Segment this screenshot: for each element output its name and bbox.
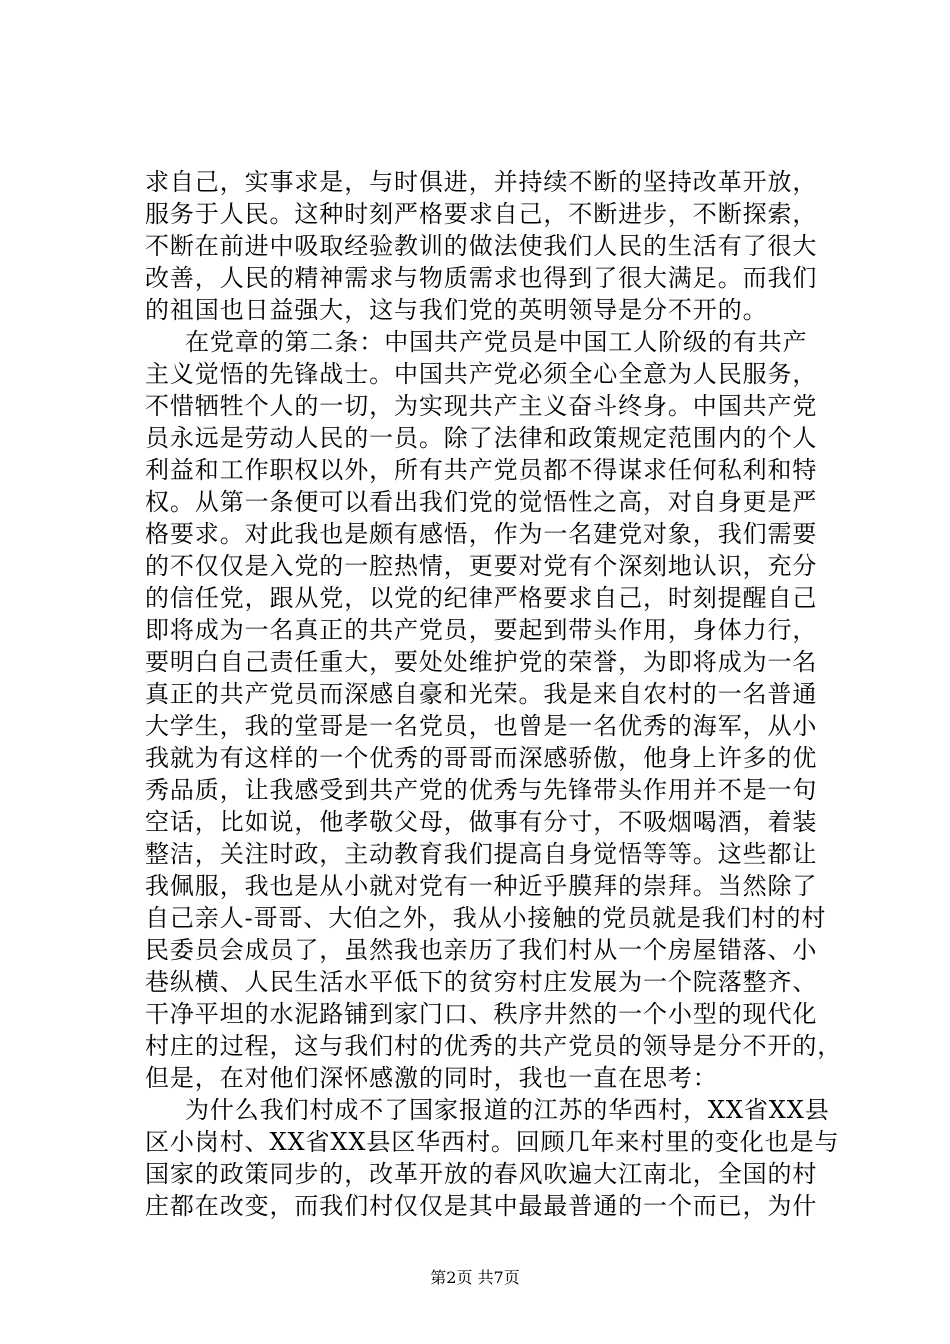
text-line: 空话，比如说，他孝敬父母，做事有分寸，不吸烟喝酒，着装 bbox=[145, 808, 818, 836]
text-line: 的祖国也日益强大，这与我们党的英明领导是分不开的。 bbox=[145, 296, 768, 324]
text-line: 不断在前进中吸取经验教训的做法使我们人民的生活有了很大 bbox=[145, 232, 818, 260]
paragraph-start-line: 在党章的第二条：中国共产党员是中国工人阶级的有共产 bbox=[185, 328, 808, 356]
body-text bbox=[145, 166, 843, 1222]
text-line: 的不仅仅是入党的一腔热情，更要对党有个深刻地认识，充分 bbox=[145, 552, 818, 580]
text-line: 格要求。对此我也是颇有感悟，作为一名建党对象，我们需要 bbox=[145, 520, 818, 548]
text-line: 的信任党，跟从党，以党的纪律严格要求自己，时刻提醒自己 bbox=[145, 584, 818, 612]
text-line: 不惜牺牲个人的一切，为实现共产主义奋斗终身。中国共产党 bbox=[145, 392, 818, 420]
text-line: 我佩服，我也是从小就对党有一种近乎膜拜的崇拜。当然除了 bbox=[145, 872, 818, 900]
text-line: 改善，人民的精神需求与物质需求也得到了很大满足。而我们 bbox=[145, 264, 818, 292]
text-line: 服务于人民。这种时刻严格要求自己，不断进步，不断探索， bbox=[145, 200, 818, 228]
text-line: 但是，在对他们深怀感激的同时，我也一直在思考： bbox=[145, 1064, 718, 1092]
text-line: 要明白自己责任重大，要处处维护党的荣誉，为即将成为一名 bbox=[145, 648, 818, 676]
text-line: 民委员会成员了，虽然我也亲历了我们村从一个房屋错落、小 bbox=[145, 936, 818, 964]
text-line: 国家的政策同步的，改革开放的春风吹遍大江南北，全国的村 bbox=[145, 1160, 818, 1188]
text-line: 利益和工作职权以外，所有共产党员都不得谋求任何私利和特 bbox=[145, 456, 818, 484]
text-line: 即将成为一名真正的共产党员，要起到带头作用，身体力行， bbox=[145, 616, 818, 644]
text-line: 村庄的过程，这与我们村的优秀的共产党员的领导是分不开的， bbox=[145, 1032, 843, 1060]
text-line: 自己亲人-哥哥、大伯之外，我从小接触的党员就是我们村的村 bbox=[145, 904, 827, 932]
page-number-footer: 第2页 共7页 bbox=[430, 1268, 520, 1287]
paragraph-start-line: 为什么我们村成不了国家报道的江苏的华西村，XX省XX县 bbox=[185, 1096, 830, 1124]
text-line: 真正的共产党员而深感自豪和光荣。我是来自农村的一名普通 bbox=[145, 680, 818, 708]
text-line: 主义觉悟的先锋战士。中国共产党必须全心全意为人民服务， bbox=[145, 360, 818, 388]
text-line: 我就为有这样的一个优秀的哥哥而深感骄傲，他身上许多的优 bbox=[145, 744, 818, 772]
text-line: 庄都在改变，而我们村仅仅是其中最最普通的一个而已，为什 bbox=[145, 1192, 818, 1220]
text-line: 大学生，我的堂哥是一名党员，也曾是一名优秀的海军，从小 bbox=[145, 712, 818, 740]
text-line: 巷纵横、人民生活水平低下的贫穷村庄发展为一个院落整齐、 bbox=[145, 968, 818, 996]
text-line: 秀品质，让我感受到共产党的优秀与先锋带头作用并不是一句 bbox=[145, 776, 818, 804]
text-line: 干净平坦的水泥路铺到家门口、秩序井然的一个小型的现代化 bbox=[145, 1000, 818, 1028]
text-line: 权。从第一条便可以看出我们党的觉悟性之高，对自身更是严 bbox=[145, 488, 818, 516]
text-line: 整洁，关注时政，主动教育我们提高自身觉悟等等。这些都让 bbox=[145, 840, 818, 868]
text-line: 求自己，实事求是，与时俱进，并持续不断的坚持改革开放， bbox=[145, 168, 818, 196]
text-line: 员永远是劳动人民的一员。除了法律和政策规定范围内的个人 bbox=[145, 424, 818, 452]
text-line: 区小岗村、XX省XX县区华西村。回顾几年来村里的变化也是与 bbox=[145, 1128, 840, 1156]
